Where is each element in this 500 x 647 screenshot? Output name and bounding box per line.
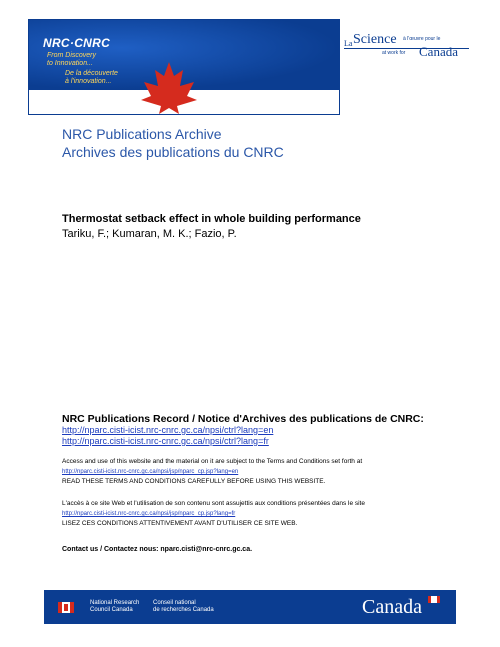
canada-flag-icon xyxy=(58,602,74,613)
footer-nrc-en-line1: National Research xyxy=(90,600,140,606)
terms-read-fr: LISEZ CES CONDITIONS ATTENTIVEMENT AVANT D'UTILISER CE SITE WEB. xyxy=(62,520,298,527)
footer-bar xyxy=(44,590,456,624)
tagline-fr xyxy=(65,70,118,86)
nrc-logo: NRC·CNRC xyxy=(43,36,111,50)
science-at-work-logo xyxy=(344,32,474,62)
footer-nrc-fr xyxy=(153,600,214,614)
science-la: La xyxy=(344,39,353,48)
science-small-fr: à l'œuvre pour le xyxy=(403,36,441,42)
terms-text-en: Access and use of this website and the material on it are subject to the Terms and Conditions set forth at xyxy=(62,458,363,465)
footer-nrc-en xyxy=(90,600,139,614)
record-link-en[interactable]: http://nparc.cisti-icist.nrc-cnrc.gc.ca/npsi/ctrl?lang=en xyxy=(62,425,274,435)
terms-link-en[interactable]: http://nparc.cisti-icist.nrc-cnrc.gc.ca/npsi/jsp/nparc_cp.jsp?lang=en xyxy=(62,469,239,475)
record-heading: NRC Publications Record / Notice d'Archives des publications de CNRC: xyxy=(62,413,424,425)
terms-read-en: READ THESE TERMS AND CONDITIONS CAREFULLY BEFORE USING THIS WEBSITE. xyxy=(62,478,326,485)
tagline-en-line2: to Innovation... xyxy=(47,60,93,67)
footer-nrc-en-line2: Council Canada xyxy=(90,607,133,613)
science-small-en: at work for xyxy=(382,50,406,56)
nrc-banner xyxy=(28,19,340,115)
terms-text-fr: L'accès à ce site Web et l'utilisation de son contenu sont assujettis aux conditions présentées dans le site xyxy=(62,500,365,507)
tagline-fr-line2: à l'innovation... xyxy=(65,78,112,85)
record-link-fr[interactable]: http://nparc.cisti-icist.nrc-cnrc.gc.ca/npsi/ctrl?lang=fr xyxy=(62,436,269,446)
maple-leaf-icon xyxy=(139,60,199,114)
publication-title: Thermostat setback effect in whole building performance xyxy=(62,213,361,225)
tagline-fr-line1: De la découverte xyxy=(65,70,118,77)
science-canada: Canada xyxy=(419,44,458,59)
canada-wordmark: Canada xyxy=(362,596,422,618)
tagline-en-line1: From Discovery xyxy=(47,52,97,59)
footer-nrc-fr-line2: de recherches Canada xyxy=(153,607,214,613)
wordmark-flag-icon xyxy=(428,596,440,603)
contact-line: Contact us / Contactez nous: nparc.cisti@nrc-cnrc.gc.ca. xyxy=(62,546,253,553)
footer-nrc-fr-line1: Conseil national xyxy=(153,600,196,606)
publication-authors: Tariku, F.; Kumaran, M. K.; Fazio, P. xyxy=(62,228,237,240)
terms-link-fr[interactable]: http://nparc.cisti-icist.nrc-cnrc.gc.ca/npsi/jsp/nparc_cp.jsp?lang=fr xyxy=(62,511,236,517)
archive-title-en: NRC Publications Archive xyxy=(62,126,222,142)
tagline-en xyxy=(47,52,96,68)
science-word: Science xyxy=(353,32,397,47)
archive-title-fr: Archives des publications du CNRC xyxy=(62,144,284,160)
